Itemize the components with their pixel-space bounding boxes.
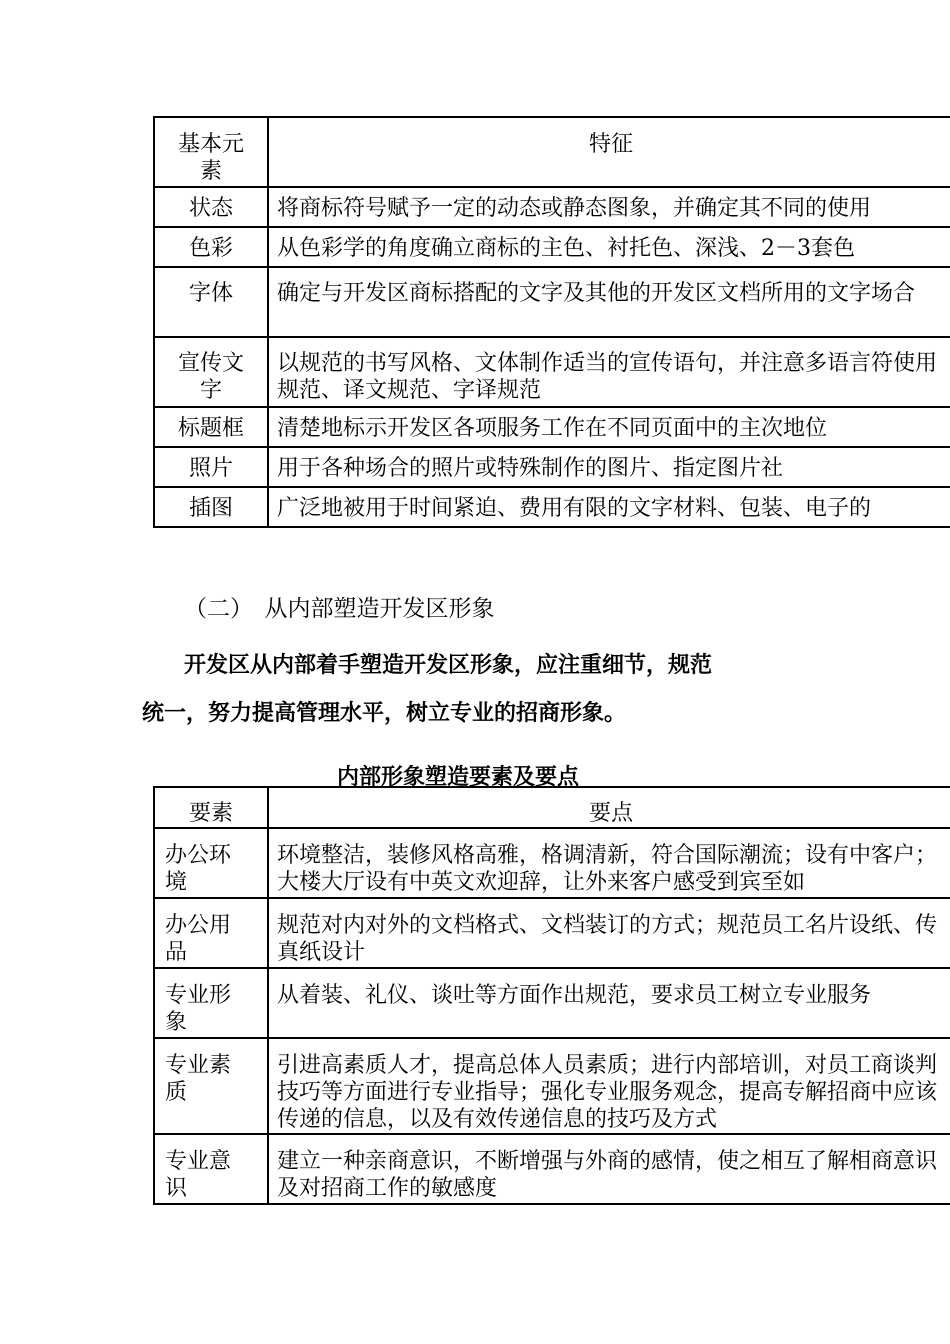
- table-row: [154, 1038, 950, 1134]
- element-cell: 宣传文字: [154, 337, 268, 407]
- table-row: [154, 487, 950, 527]
- header-feature: 特征: [268, 117, 950, 187]
- element-cell: 照片: [154, 447, 268, 487]
- element-cell: 专业素质: [154, 1038, 268, 1134]
- table-row: [154, 898, 950, 968]
- element-cell: 办公用品: [154, 898, 268, 968]
- table2-caption: 内部形象塑造要素及要点: [337, 765, 580, 790]
- feature-cell: 清楚地标示开发区各项服务工作在不同页面中的主次地位: [268, 407, 950, 447]
- element-cell: 专业意识: [154, 1134, 268, 1204]
- point-cell: 引进高素质人才，提高总体人员素质；进行内部培训，对员工商谈判技巧等方面进行专业指导；强化专业服务观念，提高专解招商中应该传递的信息，以及有效传递信息的技巧及方式: [268, 1038, 950, 1134]
- element-cell: 状态: [154, 187, 268, 227]
- element-cell: 标题框: [154, 407, 268, 447]
- table-row: [154, 267, 950, 337]
- point-cell: 从着装、礼仪、谈吐等方面作出规范，要求员工树立专业服务: [268, 968, 950, 1038]
- feature-cell: 以规范的书写风格、文体制作适当的宣传语句，并注意多语言符使用规范、译文规范、字译规范: [268, 337, 950, 407]
- table-row: [154, 447, 950, 487]
- table-header-row: [154, 117, 950, 187]
- table-row: [154, 1134, 950, 1204]
- element-cell: 办公环境: [154, 828, 268, 898]
- table-row: [154, 227, 950, 267]
- feature-cell: 确定与开发区商标搭配的文字及其他的开发区文档所用的文字场合: [268, 267, 950, 337]
- table-row: [154, 407, 950, 447]
- body-paragraph: [142, 642, 842, 738]
- feature-cell: 从色彩学的角度确立商标的主色、衬托色、深浅、2－3套色: [268, 227, 950, 267]
- table-header-row: [154, 787, 950, 828]
- table-row: [154, 337, 950, 407]
- paragraph-line-1: 开发区从内部着手塑造开发区形象，应注重细节，规范: [184, 653, 713, 678]
- point-cell: 建立一种亲商意识，不断增强与外商的感情，使之相互了解相商意识及对招商工作的敏感度: [268, 1134, 950, 1204]
- feature-cell: 将商标符号赋予一定的动态或静态图象，并确定其不同的使用: [268, 187, 950, 227]
- feature-cell: 用于各种场合的照片或特殊制作的图片、指定图片社: [268, 447, 950, 487]
- element-cell: 字体: [154, 267, 268, 337]
- element-cell: 专业形象: [154, 968, 268, 1038]
- internal-image-table: [153, 786, 950, 1205]
- section-heading: （二） 从内部塑造开发区形象: [184, 596, 495, 622]
- table-row: [154, 968, 950, 1038]
- point-cell: 规范对内对外的文档格式、文档装订的方式；规范员工名片设纸、传真纸设计: [268, 898, 950, 968]
- element-cell: 色彩: [154, 227, 268, 267]
- header-point: 要点: [268, 787, 950, 828]
- table-row: [154, 828, 950, 898]
- element-cell: 插图: [154, 487, 268, 527]
- paragraph-line-2: 统一，努力提高管理水平，树立专业的招商形象。: [142, 701, 627, 726]
- table-row: [154, 187, 950, 227]
- header-element: 基本元素: [154, 117, 268, 187]
- feature-cell: 广泛地被用于时间紧迫、费用有限的文字材料、包装、电子的: [268, 487, 950, 527]
- point-cell: 环境整洁，装修风格高雅，格调清新，符合国际潮流；设有中客户；大楼大厅设有中英文欢迎辞，让外来客户感受到宾至如: [268, 828, 950, 898]
- basic-elements-table: [153, 116, 950, 528]
- header-element: 要素: [154, 787, 268, 828]
